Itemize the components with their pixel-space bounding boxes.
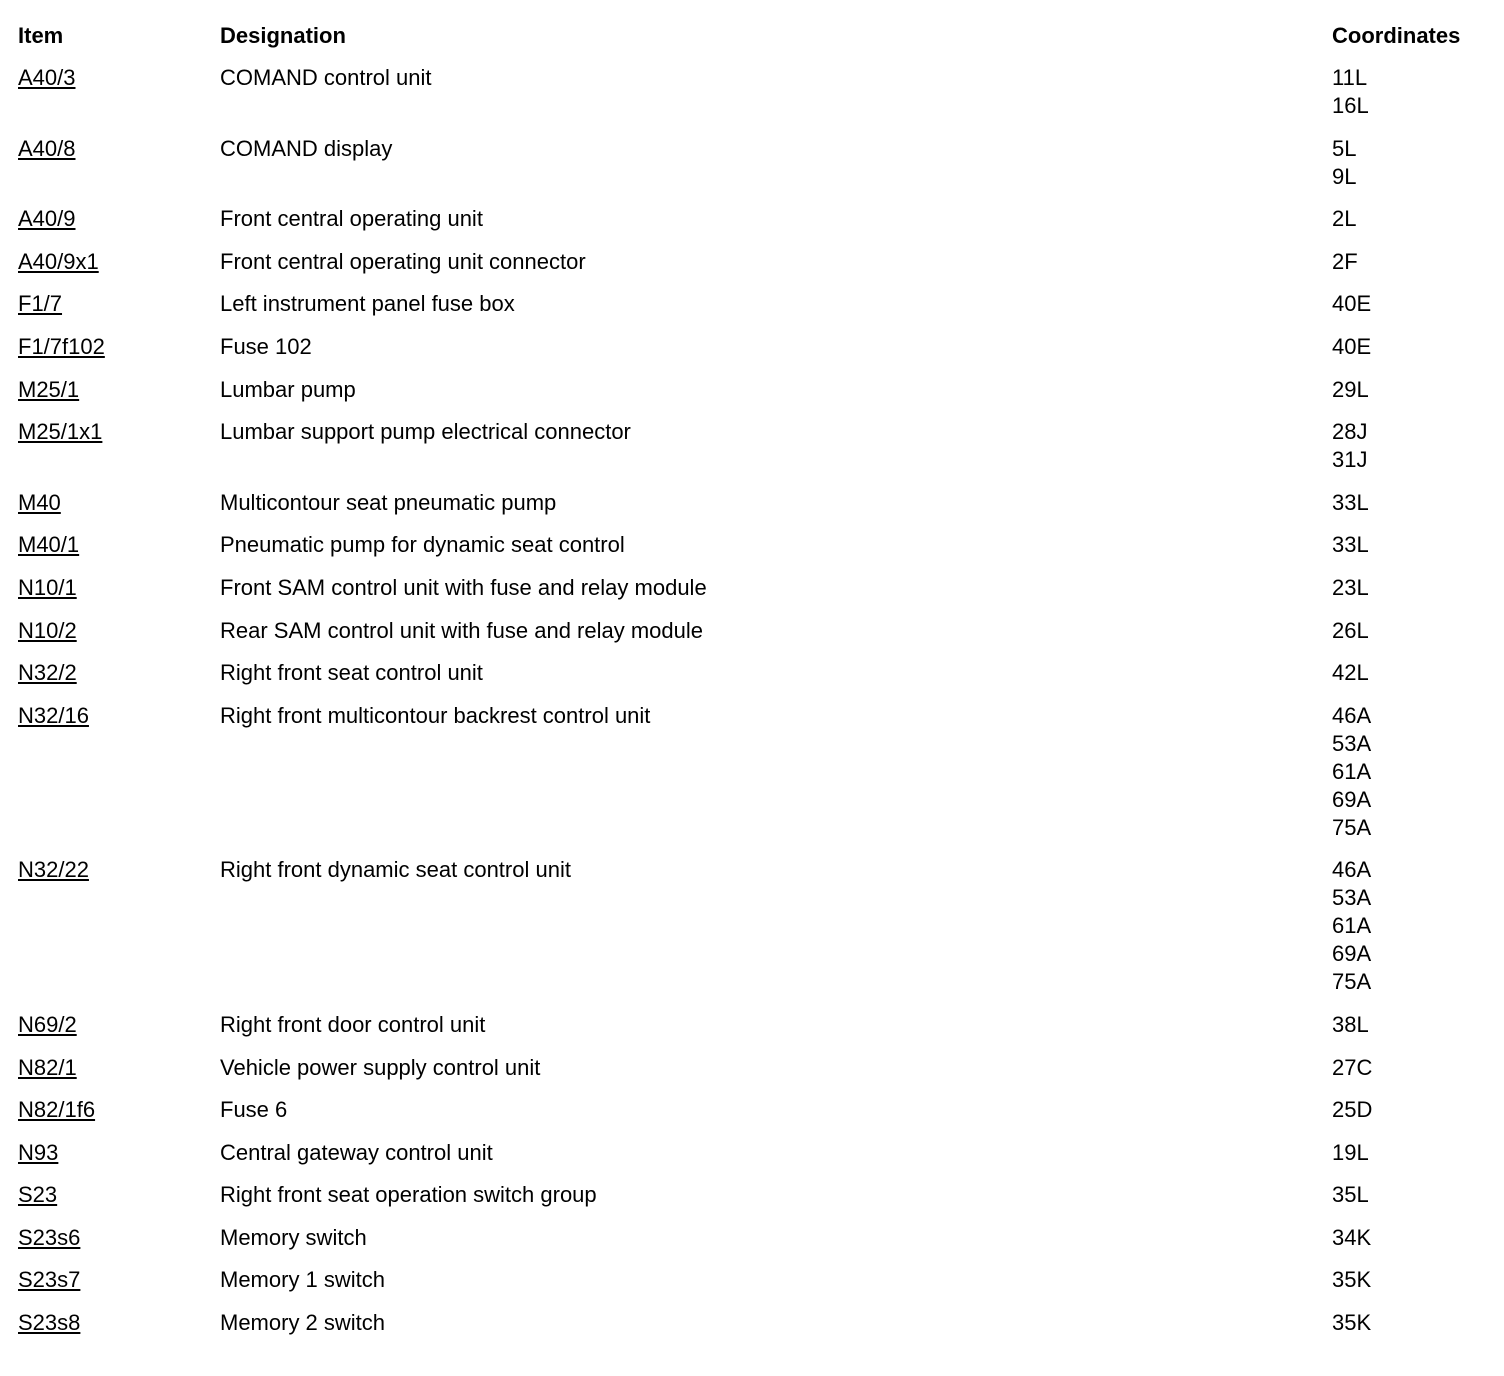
coordinate-value: 31J — [1332, 447, 1368, 473]
designation-cell: COMAND control unit — [220, 65, 432, 90]
coordinate-value: 9L — [1332, 163, 1357, 189]
coordinate-value: 35K — [1332, 1310, 1372, 1336]
item-cell — [18, 1181, 220, 1209]
coordinate-value: 33L — [1332, 489, 1369, 515]
coordinate-value: 33L — [1332, 532, 1369, 558]
coordinates-cell — [1332, 333, 1488, 361]
item-cell — [18, 1139, 220, 1167]
item-cell — [18, 489, 220, 517]
table-row — [18, 1011, 1488, 1039]
item-cell — [18, 702, 220, 730]
designation-cell: Front SAM control unit with fuse and relay module — [220, 574, 707, 600]
coordinate-value: 35L — [1332, 1182, 1369, 1208]
table-row — [18, 418, 1488, 474]
coordinate-value: 46A — [1332, 857, 1372, 883]
coordinates-cell — [1332, 856, 1488, 996]
table-row — [18, 64, 1488, 120]
item-link[interactable]: N69/2 — [18, 1011, 77, 1037]
table-row — [18, 1309, 1488, 1337]
item-link[interactable]: A40/9x1 — [18, 248, 99, 274]
coordinates-cell — [1332, 1266, 1488, 1294]
item-cell — [18, 333, 220, 361]
coordinates-cell — [1332, 135, 1488, 191]
coordinate-value: 42L — [1332, 660, 1369, 686]
table-row — [18, 1139, 1488, 1167]
coordinate-value: 2L — [1332, 206, 1357, 232]
item-link[interactable]: F1/7 — [18, 291, 63, 317]
item-link[interactable]: N82/1 — [18, 1054, 77, 1080]
coordinate-value: 29L — [1332, 376, 1369, 402]
coordinates-cell — [1332, 1011, 1488, 1039]
coordinates-cell — [1332, 659, 1488, 687]
item-link[interactable]: N93 — [18, 1139, 59, 1165]
table-row — [18, 376, 1488, 404]
designation-cell: Front central operating unit connector — [220, 248, 586, 274]
item-link[interactable]: S23s7 — [18, 1267, 81, 1293]
item-cell — [18, 1266, 220, 1294]
coordinate-value: 28J — [1332, 419, 1368, 445]
component-legend-table — [18, 22, 1488, 1352]
item-link[interactable]: N82/1f6 — [18, 1097, 96, 1123]
item-link[interactable]: F1/7f102 — [18, 333, 105, 359]
coordinates-cell — [1332, 205, 1488, 233]
table-row — [18, 856, 1488, 996]
designation-cell: Rear SAM control unit with fuse and relay module — [220, 617, 704, 643]
item-cell — [18, 205, 220, 233]
item-cell — [18, 617, 220, 645]
coordinates-cell — [1332, 1309, 1488, 1337]
coordinate-value: 26L — [1332, 617, 1369, 643]
designation-cell: Central gateway control unit — [220, 1139, 493, 1165]
item-cell — [18, 574, 220, 602]
item-link[interactable]: N10/2 — [18, 617, 77, 643]
item-cell — [18, 290, 220, 318]
coordinate-value: 11L — [1332, 65, 1368, 90]
designation-cell: Right front seat control unit — [220, 660, 483, 686]
designation-cell: Memory switch — [220, 1224, 367, 1250]
item-cell — [18, 64, 220, 92]
coordinate-value: 75A — [1332, 814, 1372, 840]
header-designation: Designation — [220, 23, 346, 48]
table-row — [18, 659, 1488, 687]
item-cell — [18, 856, 220, 884]
table-row — [18, 290, 1488, 318]
table-row — [18, 574, 1488, 602]
table-row — [18, 702, 1488, 842]
item-cell — [18, 418, 220, 446]
item-link[interactable]: S23 — [18, 1182, 58, 1208]
coordinate-value: 69A — [1332, 786, 1372, 812]
designation-cell: Lumbar pump — [220, 376, 356, 402]
item-cell — [18, 1054, 220, 1082]
coordinates-cell — [1332, 531, 1488, 559]
coordinate-value: 69A — [1332, 941, 1372, 967]
coordinates-cell — [1332, 290, 1488, 318]
coordinate-value: 25D — [1332, 1097, 1373, 1123]
designation-cell: Fuse 6 — [220, 1097, 288, 1123]
coordinate-value: 34K — [1332, 1224, 1372, 1250]
designation-cell: Memory 2 switch — [220, 1310, 386, 1336]
coordinate-value: 5L — [1332, 135, 1357, 161]
designation-cell: Lumbar support pump electrical connector — [220, 419, 631, 445]
coordinate-value: 53A — [1332, 885, 1372, 911]
table-row — [18, 531, 1488, 559]
coordinates-cell — [1332, 617, 1488, 645]
table-row — [18, 1054, 1488, 1082]
item-cell — [18, 376, 220, 404]
coordinate-value: 40E — [1332, 333, 1372, 359]
coordinates-cell — [1332, 702, 1488, 842]
item-cell — [18, 531, 220, 559]
item-link[interactable]: S23s8 — [18, 1310, 81, 1336]
coordinate-value: 46A — [1332, 702, 1372, 728]
table-body — [18, 64, 1488, 1337]
designation-cell: Vehicle power supply control unit — [220, 1054, 541, 1080]
header-item: Item — [18, 23, 64, 48]
item-link[interactable]: S23s6 — [18, 1224, 81, 1250]
coordinates-cell — [1332, 489, 1488, 517]
coordinate-value: 61A — [1332, 758, 1372, 784]
item-cell — [18, 1096, 220, 1124]
item-cell — [18, 1224, 220, 1252]
item-cell — [18, 135, 220, 163]
item-cell — [18, 659, 220, 687]
item-link[interactable]: A40/3 — [18, 65, 76, 90]
designation-cell: Fuse 102 — [220, 333, 312, 359]
coordinate-value: 38L — [1332, 1011, 1369, 1037]
coordinate-value: 40E — [1332, 291, 1372, 317]
designation-cell: Left instrument panel fuse box — [220, 291, 515, 317]
item-link[interactable]: N10/1 — [18, 574, 77, 600]
item-link[interactable]: N32/16 — [18, 702, 89, 728]
item-link[interactable]: N32/2 — [18, 660, 77, 686]
item-link[interactable]: M25/1 — [18, 376, 80, 402]
item-link[interactable]: M40/1 — [18, 532, 80, 558]
table-row — [18, 135, 1488, 191]
designation-cell: Right front multicontour backrest control unit — [220, 702, 651, 728]
table-row — [18, 1096, 1488, 1124]
designation-cell: Right front dynamic seat control unit — [220, 857, 571, 883]
item-link[interactable]: A40/9 — [18, 206, 76, 232]
item-cell — [18, 1011, 220, 1039]
coordinate-value: 16L — [1332, 93, 1369, 118]
coordinates-cell — [1332, 64, 1488, 120]
coordinates-cell — [1332, 574, 1488, 602]
item-link[interactable]: M25/1x1 — [18, 419, 103, 445]
table-row — [18, 489, 1488, 517]
coordinate-value: 35K — [1332, 1267, 1372, 1293]
coordinate-value: 19L — [1332, 1139, 1369, 1165]
item-link[interactable]: A40/8 — [18, 135, 76, 161]
coordinate-value: 2F — [1332, 248, 1358, 274]
coordinates-cell — [1332, 1224, 1488, 1252]
coordinate-value: 27C — [1332, 1054, 1373, 1080]
item-link[interactable]: M40 — [18, 489, 61, 515]
coordinates-cell — [1332, 1054, 1488, 1082]
table-row — [18, 248, 1488, 276]
coordinates-cell — [1332, 376, 1488, 404]
item-link[interactable]: N32/22 — [18, 857, 89, 883]
table-row — [18, 333, 1488, 361]
table-row — [18, 1181, 1488, 1209]
coordinates-cell — [1332, 418, 1488, 474]
designation-cell: Right front seat operation switch group — [220, 1182, 597, 1208]
coordinates-cell — [1332, 1181, 1488, 1209]
coordinates-cell — [1332, 248, 1488, 276]
table-row — [18, 1224, 1488, 1252]
designation-cell: Multicontour seat pneumatic pump — [220, 489, 557, 515]
table-row — [18, 617, 1488, 645]
coordinate-value: 23L — [1332, 574, 1369, 600]
coordinates-cell — [1332, 1096, 1488, 1124]
table-row — [18, 205, 1488, 233]
item-cell — [18, 1309, 220, 1337]
coordinate-value: 75A — [1332, 969, 1372, 995]
table-header-row — [18, 22, 1488, 50]
item-cell — [18, 248, 220, 276]
designation-cell: Right front door control unit — [220, 1011, 486, 1037]
coordinate-value: 53A — [1332, 730, 1372, 756]
header-coordinates: Coordinates — [1332, 23, 1461, 48]
table-row — [18, 1266, 1488, 1294]
coordinate-value: 61A — [1332, 913, 1372, 939]
designation-cell: COMAND display — [220, 135, 393, 161]
designation-cell: Memory 1 switch — [220, 1267, 386, 1293]
coordinates-cell — [1332, 1139, 1488, 1167]
designation-cell: Front central operating unit — [220, 206, 483, 232]
designation-cell: Pneumatic pump for dynamic seat control — [220, 532, 625, 558]
